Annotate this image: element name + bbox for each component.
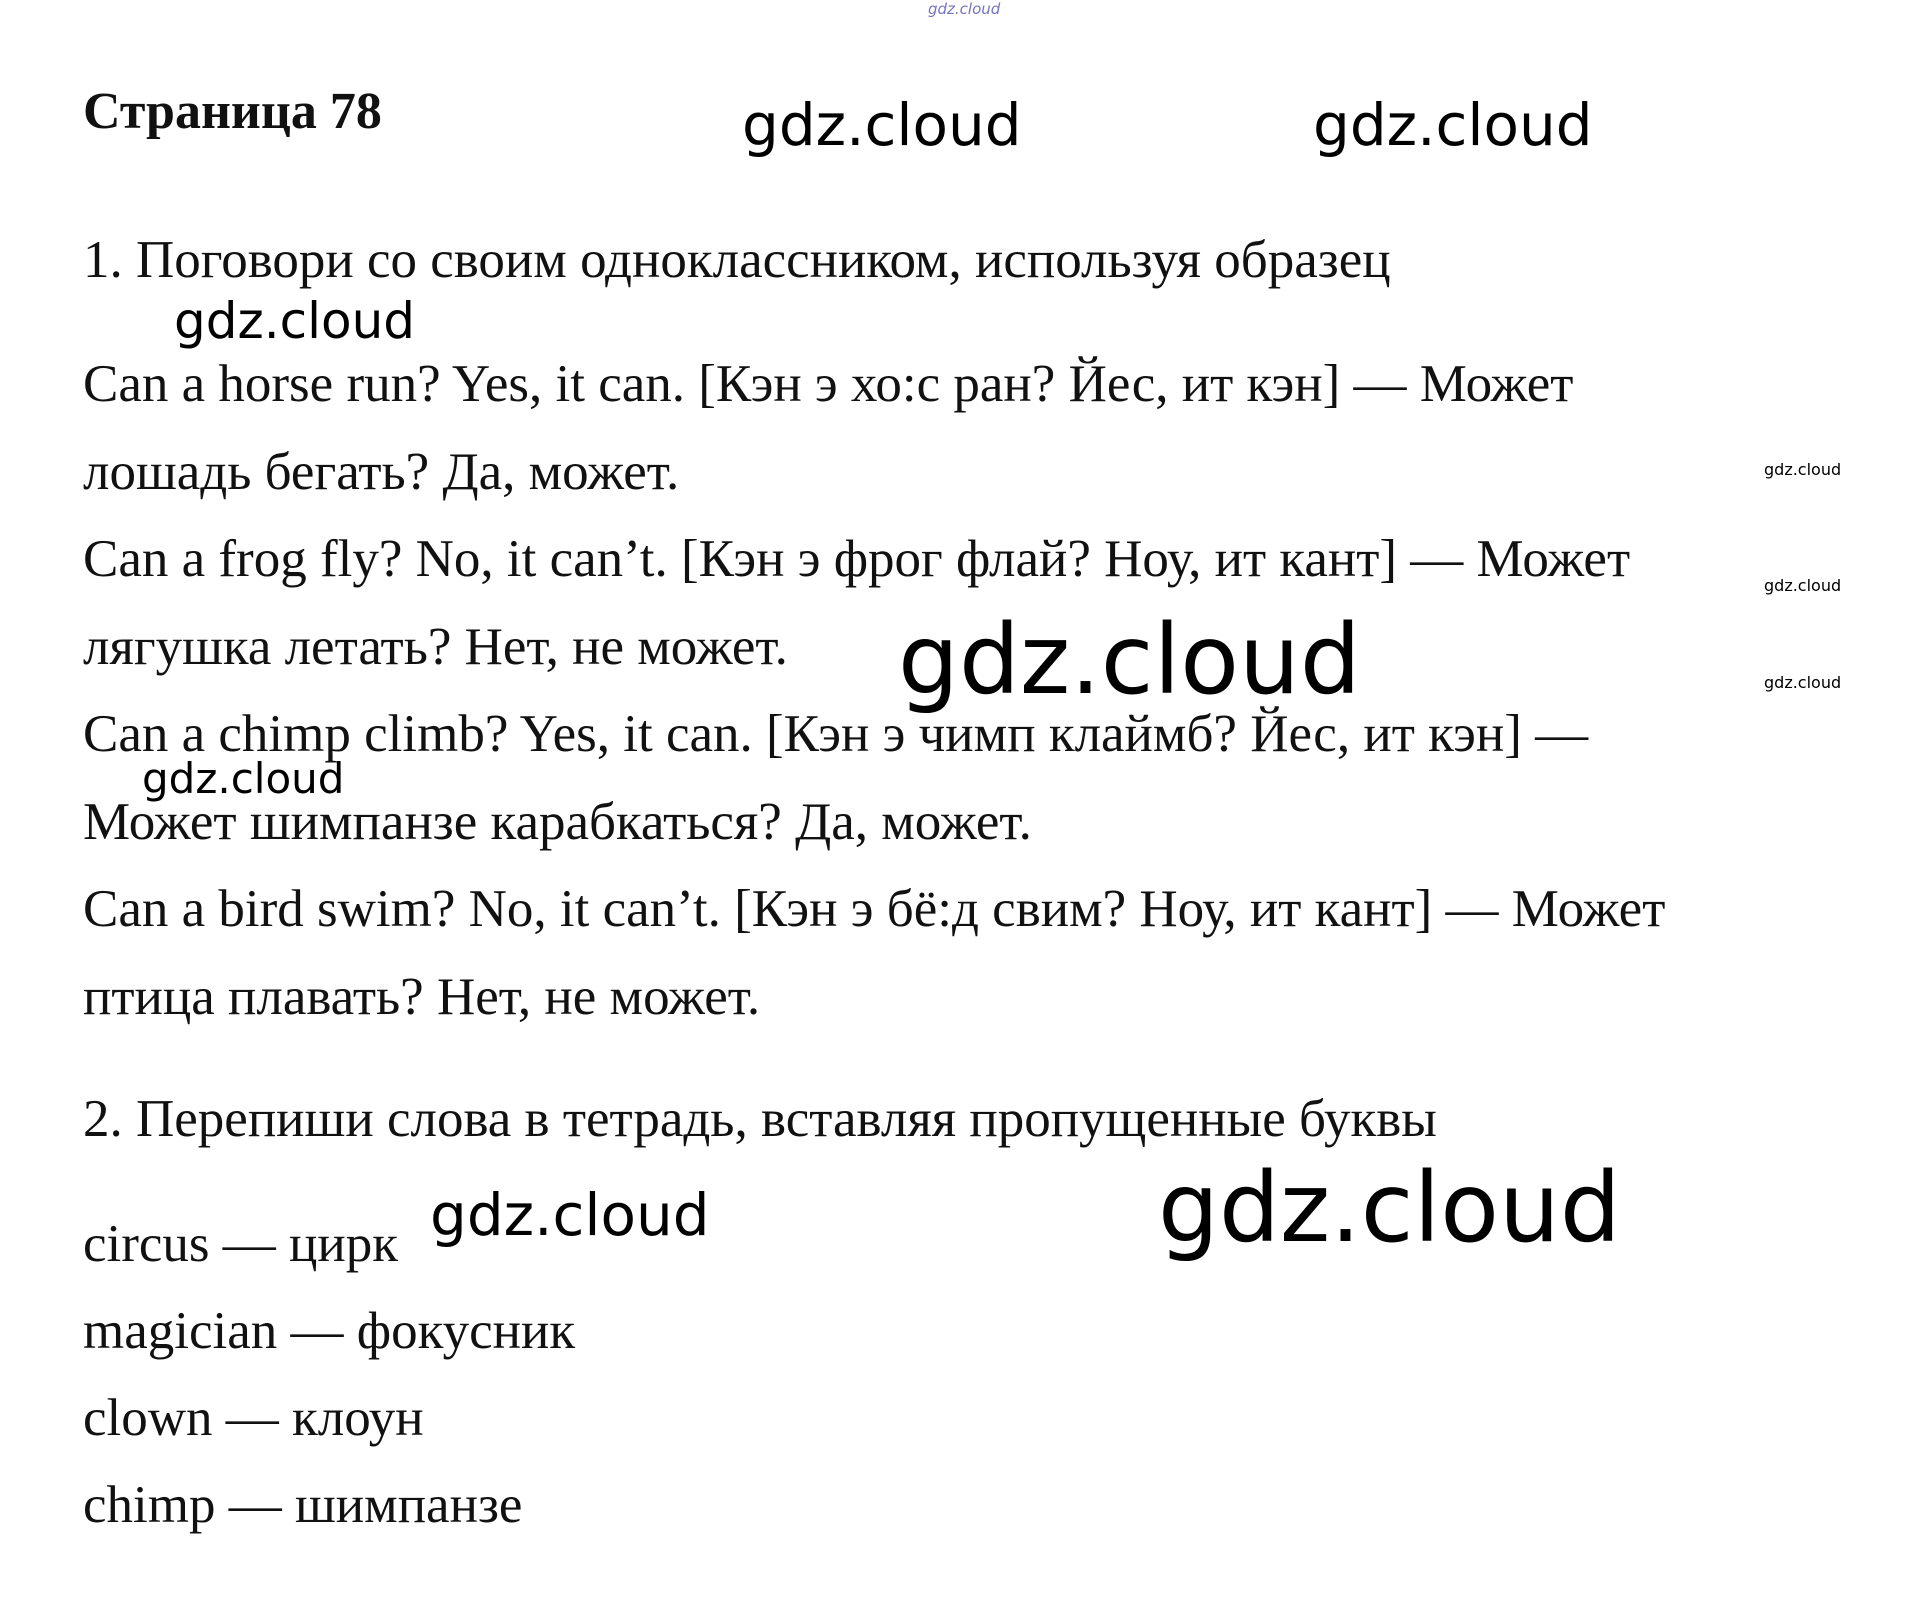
exercise-2-heading: 2. Перепиши слова в тетрадь, вставляя пропущенные буквы (83, 1090, 1437, 1148)
dialogue-line: Can a bird swim? No, it can’t. [Кэн э бё:д свим? Ноу, ит кант] — Может (83, 880, 1666, 938)
watermark-top: gdz.cloud (928, 0, 1001, 18)
dialogue-line: Может шимпанзе карабкаться? Да, может. (83, 793, 1032, 851)
dialogue-line: птица плавать? Нет, не может. (83, 968, 761, 1026)
dialogue-line: Can a horse run? Yes, it can. [Кэн э хо:с ран? Йес, ит кэн] — Может (83, 355, 1574, 413)
dialogue-line: Can a frog fly? No, it can’t. [Кэн э фрог флай? Ноу, ит кант] — Может (83, 530, 1631, 588)
watermark: gdz.cloud (742, 91, 1022, 159)
watermark: gdz.cloud (1158, 1152, 1621, 1264)
page-title: Страница 78 (83, 83, 382, 140)
word-pair: clown — клоун (83, 1389, 424, 1447)
dialogue-line: лошадь бегать? Да, может. (83, 443, 680, 501)
watermark: gdz.cloud (1764, 576, 1842, 595)
watermark: gdz.cloud (430, 1181, 710, 1249)
dialogue-line: лягушка летать? Нет, не может. (83, 618, 788, 676)
watermark: gdz.cloud (174, 292, 416, 350)
word-pair: circus — цирк (83, 1215, 399, 1273)
watermark: gdz.cloud (142, 754, 345, 803)
watermark: gdz.cloud (898, 604, 1361, 716)
watermark: gdz.cloud (1313, 91, 1593, 159)
word-pair: magician — фокусник (83, 1302, 576, 1360)
dialogue-line: Can a chimp climb? Yes, it can. [Кэн э чимп клаймб? Йес, ит кэн] — (83, 705, 1589, 763)
watermark: gdz.cloud (1764, 673, 1842, 692)
exercise-1-heading: 1. Поговори со своим одноклассником, используя образец (83, 231, 1391, 289)
word-pair: chimp — шимпанзе (83, 1476, 523, 1534)
watermark: gdz.cloud (1764, 460, 1842, 479)
